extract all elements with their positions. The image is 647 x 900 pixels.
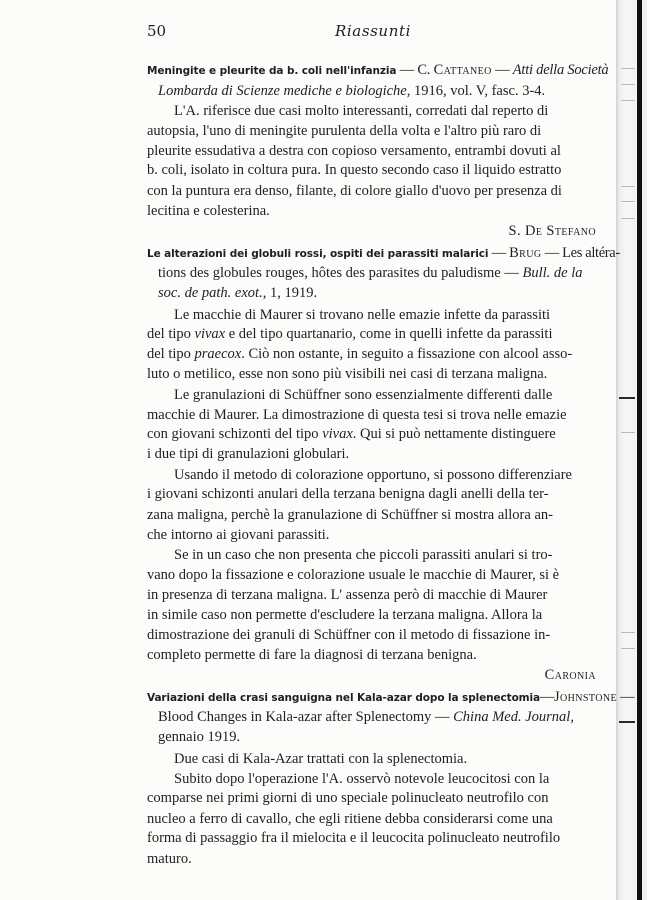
text-line [147,524,596,546]
text-line [174,748,596,770]
text-span: i due tipi di granulazioni globulari. [147,446,350,462]
text-line [147,159,596,181]
italic-text: vivax [194,326,226,342]
text-span: — [488,245,510,261]
text-line [147,787,596,809]
text-span: maturo. [147,851,192,867]
article-heading-line [147,242,620,264]
article-heading-line [147,59,609,81]
text-line [147,200,596,222]
edge-trace [621,218,635,219]
text-span: del tipo [147,346,195,362]
text-line [147,564,596,586]
text-line [147,180,596,202]
text-span: — Les altéra- [541,245,620,261]
text-line [147,827,596,849]
book-spine-shadow [637,0,642,900]
text-line [158,726,596,748]
text-line [174,100,596,122]
text-line [147,584,596,606]
text-line [147,604,596,626]
text-line [158,282,596,304]
text-span: — C. [396,62,434,78]
text-span: Le macchie di Maurer si trovano nelle emazie infette da parassiti [174,307,551,323]
text-span: forma di passaggio fra il mielocita e il leucocita polinucleato neutrofilo [147,830,561,846]
italic-text: soc. de path. exot. [158,285,263,301]
article-title: Meningite e pleurite da b. coli nell'infanzia [147,65,397,77]
italic-text: Atti della Società [512,62,609,78]
italic-text: Bull. de la [522,265,583,281]
edge-trace [621,201,635,202]
text-line [147,848,596,870]
text-line [147,644,596,666]
text-span: b. coli, isolato in coltura pura. In questo secondo caso il liquido estratto [147,162,562,178]
edge-trace [621,100,635,101]
text-span: lecitina e colesterina. [147,203,270,219]
text-line [147,443,596,465]
author-name: Johnstone [554,689,617,705]
text-span: Se in un caso che non presenta che piccoli parassiti anulari si tro- [174,547,553,563]
text-line [174,384,596,406]
text-span: che intorno ai giovani parassiti. [147,527,330,543]
text-span: tions des globules rouges, hôtes des parasites du paludisme — [158,265,523,281]
text-span: Due casi di Kala-Azar trattati con la splenectomia. [174,751,468,767]
text-line [158,706,596,728]
text-span: dimostrazione dei granuli di Schüffner con il metodo di fissazione in- [147,627,551,643]
text-span: comparse nei primi giorni di uno speciale polinucleato neutrofilo con [147,790,549,806]
text-span: Le granulazioni di Schüffner sono essenzialmente differenti dalle [174,387,553,403]
edge-trace [619,397,635,399]
text-span: , 1916, vol. V, fasc. 3-4. [406,83,546,99]
text-span: Usando il metodo di colorazione opportuno, si possono differenziare [174,467,572,483]
text-span: luto o metilico, esse non sono più visibili nei casi di terzana maligna. [147,366,548,382]
edge-trace [621,186,635,187]
edge-trace [621,68,635,69]
signature [147,664,596,686]
italic-text: China Med. Journal, [453,709,574,725]
edge-trace [621,432,635,433]
text-span: in simile caso non permette d'escludere la terzana maligna. Allora la [147,607,543,623]
author-name: S. De Stefano [508,223,596,239]
text-line [147,363,596,385]
text-line [147,343,596,365]
author-name: Caronia [544,667,596,683]
text-line [158,80,596,102]
signature [147,220,596,242]
text-span: — [491,62,513,78]
text-span: e del tipo quartanario, come in quelli infette da parassiti [225,326,553,342]
text-line [147,483,596,505]
article-heading-line [147,686,635,708]
text-line [174,544,596,566]
running-head: Riassunti [335,22,411,40]
text-span: Subito dopo l'operazione l'A. osservò notevole leucocitosi con la [174,771,550,787]
text-span: vano dopo la fissazione e colorazione usuale le macchie di Maurer, si è [147,567,560,583]
text-span: . Qui si può nettamente distinguere [352,426,556,442]
adjacent-page-edge [616,0,647,900]
article-title: Le alterazioni dei globuli rossi, ospiti dei parassiti malarici [147,248,489,260]
text-span: del tipo [147,326,195,342]
text-line [147,624,596,646]
text-span: . Ciò non ostante, in seguito a fissazione con alcool asso- [241,346,573,362]
text-line [147,504,596,526]
text-line [147,323,596,345]
text-line [147,423,596,445]
text-span: autopsia, l'uno di meningite purulenta della volta e l'altro più raro di [147,123,542,139]
edge-trace [619,721,635,723]
text-span: completo permette di fare la diagnosi di terzana benigna. [147,647,477,663]
text-span: , 1, 1919. [262,285,318,301]
italic-text: vivax [322,426,353,442]
edge-trace [621,84,635,85]
edge-trace [621,632,635,633]
text-span: nucleo a ferro di cavallo, che egli ritiene debba considerarsi come una [147,811,553,827]
text-span: — [616,689,635,705]
article-title: Variazioni della crasi sanguigna nel Kala-azar dopo la splenectomia [147,692,541,704]
text-span: i giovani schizonti anulari della terzana benigna dagli anelli della ter- [147,486,549,502]
author-name: Brug [509,245,542,261]
text-line [158,262,596,284]
text-span: — [540,689,555,705]
text-span: zana maligna, perchè la granulazione di Schüffner si mostra allora an- [147,507,553,523]
edge-trace [621,648,635,649]
text-span: L'A. riferisce due casi molto interessanti, corredati dal reperto di [174,103,549,119]
italic-text: Lombarda di Scienze mediche e biologiche [158,83,407,99]
author-name: Cattaneo [433,62,492,78]
text-span: macchie di Maurer. La dimostrazione di questa tesi si trova nelle emazie [147,407,567,423]
text-span: in presenza di terzana maligna. L' assenza però di macchie di Maurer [147,587,548,603]
text-span: pleurite essudativa a destra con copioso versamento, entrambi dovuti al [147,143,561,159]
text-span: con giovani schizonti del tipo [147,426,323,442]
text-span: gennaio 1919. [158,729,241,745]
text-line [147,120,596,142]
text-span: con la puntura era denso, filante, di colore giallo d'uovo per presenza di [147,183,562,199]
text-span: Blood Changes in Kala-azar after Splenectomy — [158,709,454,725]
italic-text: praecox [194,346,242,362]
page-number: 50 [147,22,167,40]
